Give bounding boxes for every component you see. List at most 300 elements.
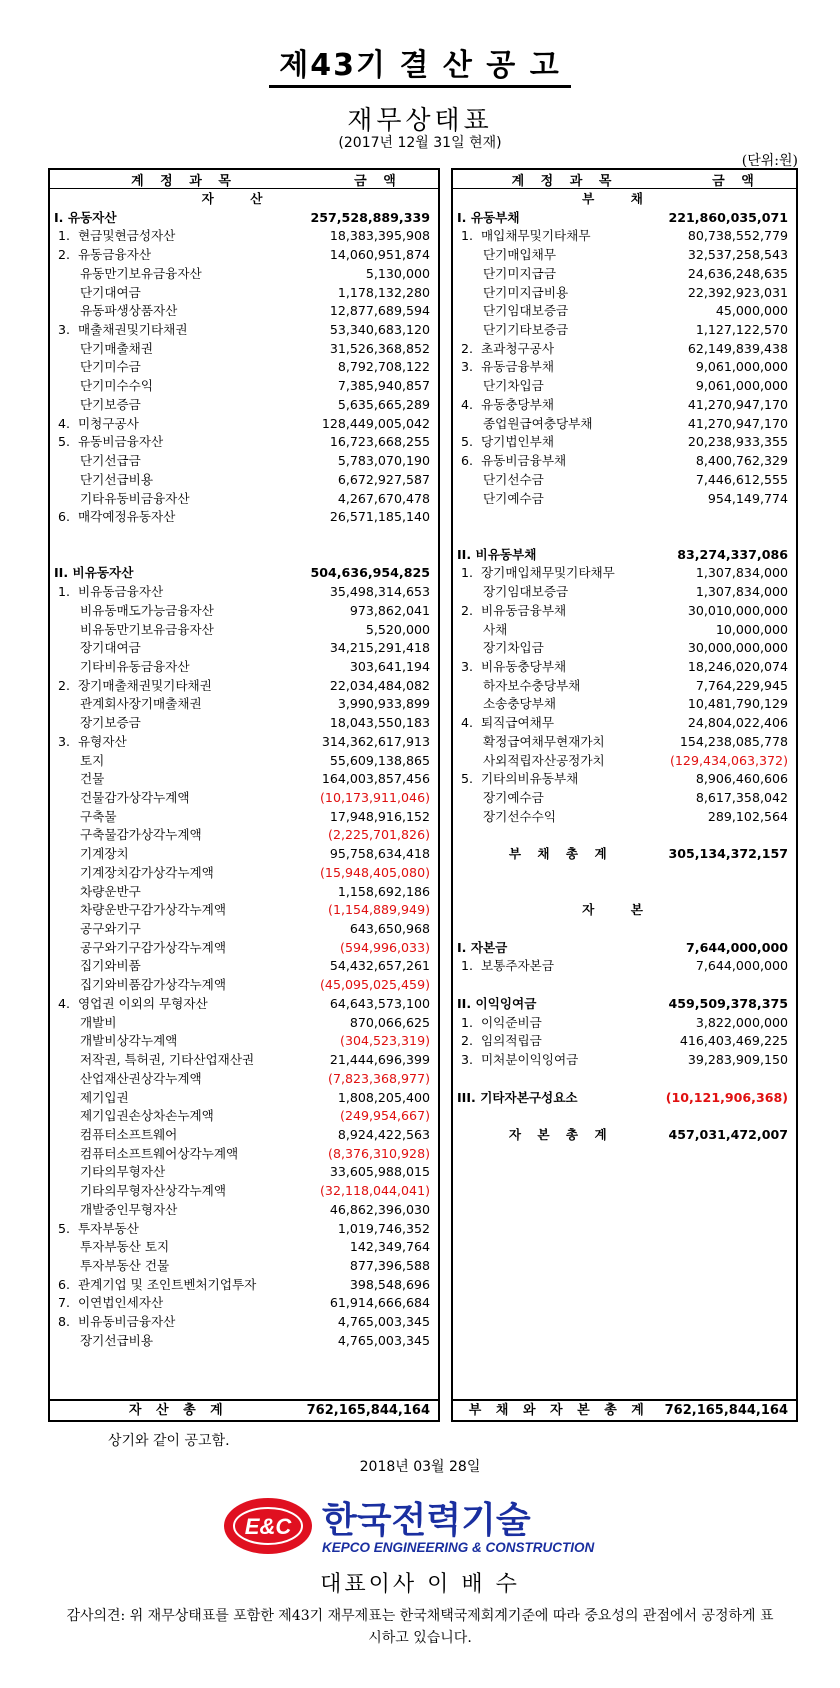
row-amount xyxy=(788,883,796,902)
row-label: 단기임대보증금 xyxy=(483,303,569,319)
row-amount: 973,862,041 xyxy=(349,602,430,618)
row-number: 1. xyxy=(461,958,474,974)
row-amount: 8,924,422,563 xyxy=(337,1126,430,1142)
row-label: 장기선급비용 xyxy=(80,1332,153,1348)
row-label xyxy=(50,227,330,246)
row-amount: 6,672,927,587 xyxy=(337,471,430,487)
row-number: 3. xyxy=(461,359,474,375)
row-label-text: 기타의비유동부채 xyxy=(481,771,579,787)
table-row xyxy=(50,471,438,490)
row-label xyxy=(50,1294,330,1313)
row-label: 개발중인무형자산 xyxy=(80,1201,178,1217)
row-amount: 643,650,968 xyxy=(349,921,430,937)
row-label-text: 비유동금융자산 xyxy=(78,584,164,600)
row-label xyxy=(50,1276,350,1295)
row-label: 기계장치 xyxy=(80,846,129,862)
row-label xyxy=(50,246,330,265)
row-label-text: 장기매출채권및기타채권 xyxy=(78,677,212,693)
row-label: 하자보수충당부채 xyxy=(483,677,581,693)
row-label: 장기예수금 xyxy=(483,790,544,805)
row-label: 종업원급여충당부채 xyxy=(483,415,593,431)
row-label xyxy=(453,527,788,546)
row-amount: 7,644,000,000 xyxy=(686,939,788,955)
row-label xyxy=(453,358,696,377)
row-amount: 504,636,954,825 xyxy=(310,565,430,581)
row-amount: (1,154,889,949) xyxy=(328,902,430,918)
row-label-text: 퇴직급여채무 xyxy=(481,715,554,731)
row-label: 투자부동산 건물 xyxy=(80,1257,170,1273)
table-row xyxy=(50,227,438,246)
row-amount: (249,954,667) xyxy=(340,1108,430,1124)
table-row xyxy=(50,883,438,902)
row-label: 단기선급금 xyxy=(80,453,141,469)
row-label xyxy=(50,321,330,340)
table-row xyxy=(50,1089,438,1108)
row-label-text: 매출채권및기타채권 xyxy=(78,322,188,338)
row-number: 6. xyxy=(58,509,71,525)
row-label: 유동파생상품자산 xyxy=(80,303,178,319)
table-row xyxy=(453,976,796,995)
row-amount: 8,906,460,606 xyxy=(695,771,788,787)
row-label: II. 비유동자산 xyxy=(54,565,134,581)
table-row xyxy=(50,546,438,565)
table-row xyxy=(453,1014,796,1033)
row-amount: 1,178,132,280 xyxy=(337,284,430,300)
row-amount: 459,509,378,375 xyxy=(668,995,788,1011)
table-row xyxy=(50,1126,438,1145)
row-amount: 17,948,916,152 xyxy=(329,808,430,824)
row-number: 4. xyxy=(58,415,71,431)
row-amount: 18,383,395,908 xyxy=(329,228,430,244)
row-label: 공구와기구감가상각누계액 xyxy=(80,939,226,955)
table-row xyxy=(50,752,438,771)
row-label-text: 영업권 이외의 무형자산 xyxy=(78,995,208,1011)
row-label xyxy=(453,714,688,733)
row-label: 부 채 총 계 xyxy=(508,846,613,862)
row-label: 기타유동비금융자산 xyxy=(80,490,190,506)
liabilities-rows xyxy=(453,190,796,1145)
row-amount xyxy=(788,190,796,209)
row-label: 단기차입금 xyxy=(483,378,544,394)
row-label-text: 당기법인부채 xyxy=(481,434,554,450)
table-row xyxy=(50,1051,438,1070)
row-amount: 30,000,000,000 xyxy=(687,640,788,656)
row-amount: 12,877,689,594 xyxy=(329,303,430,319)
table-row xyxy=(453,471,796,490)
table-row xyxy=(453,714,796,733)
table-row xyxy=(50,1201,438,1220)
notice-text: 상기와 같이 공고함. xyxy=(108,1433,230,1449)
table-row xyxy=(453,883,796,902)
row-amount: 4,765,003,345 xyxy=(337,1332,430,1348)
row-amount: 3,822,000,000 xyxy=(695,1014,788,1030)
row-label: 저작권, 특허권, 기타산업재산권 xyxy=(80,1052,255,1068)
row-label: 단기미지급금 xyxy=(483,265,556,281)
row-label: 비유동매도가능금융자산 xyxy=(80,602,214,618)
row-label: 건물감가상각누계액 xyxy=(80,790,190,805)
table-row xyxy=(50,396,438,415)
table-row xyxy=(453,508,796,527)
row-amount: 416,403,469,225 xyxy=(679,1033,788,1049)
table-row xyxy=(50,864,438,883)
row-label-text: 유형자산 xyxy=(78,733,127,749)
table-row xyxy=(50,733,438,752)
row-amount xyxy=(788,864,796,883)
ceo-signature: 대표이사 이 배 수 xyxy=(320,1572,520,1597)
header-amount: 금 액 xyxy=(354,174,402,189)
table-row xyxy=(50,957,438,976)
publish-date: 2018년 03월 28일 xyxy=(359,1459,481,1475)
row-amount: 80,738,552,779 xyxy=(687,228,788,244)
row-number: 5. xyxy=(461,434,474,450)
row-label: 비유동만기보유금융자산 xyxy=(80,621,214,637)
row-amount: 9,061,000,000 xyxy=(695,359,788,375)
row-label: 장기차입금 xyxy=(483,640,544,656)
row-amount: 398,548,696 xyxy=(349,1276,430,1292)
row-amount xyxy=(788,1070,796,1089)
row-amount: 64,643,573,100 xyxy=(329,995,430,1011)
row-label: 구축물감가상각누계액 xyxy=(80,827,202,843)
row-number: 5. xyxy=(58,434,71,450)
row-label: II. 비유동부채 xyxy=(457,546,537,562)
row-amount: 39,283,909,150 xyxy=(687,1052,788,1068)
row-label: 컴퓨터소프트웨어상각누계액 xyxy=(80,1145,239,1161)
row-amount: (10,173,911,046) xyxy=(320,790,430,805)
row-label xyxy=(453,340,688,359)
row-amount: 870,066,625 xyxy=(349,1014,430,1030)
row-amount xyxy=(788,920,796,939)
table-row xyxy=(50,358,438,377)
unit-label: (단위:원) xyxy=(741,153,798,169)
row-amount: 142,349,764 xyxy=(349,1239,430,1255)
row-number: 2. xyxy=(461,340,474,356)
row-label: I. 유동자산 xyxy=(54,209,117,225)
row-label: 건물 xyxy=(80,771,105,787)
table-row xyxy=(453,1051,796,1070)
table-row xyxy=(453,939,796,958)
row-amount: 24,804,022,406 xyxy=(687,715,788,731)
logo-mark-text: E&C xyxy=(244,1514,292,1539)
liabilities-table-header xyxy=(453,170,796,189)
row-amount: 26,571,185,140 xyxy=(329,509,430,525)
row-amount xyxy=(788,508,796,527)
row-label: 단기보증금 xyxy=(80,396,141,412)
row-amount: 1,307,834,000 xyxy=(695,584,788,600)
row-label: 차량운반구감가상각누계액 xyxy=(80,902,226,918)
row-amount: 53,340,683,120 xyxy=(329,322,430,338)
row-label-text: 이연법인세자산 xyxy=(78,1295,164,1311)
table-row xyxy=(50,1332,438,1351)
row-label: 차량운반구 xyxy=(80,883,141,899)
table-row xyxy=(50,789,438,808)
row-amount: 32,537,258,543 xyxy=(687,247,788,263)
total-label: 자 산 총 계 xyxy=(128,1403,228,1418)
row-label: 기타비유동금융자산 xyxy=(80,658,190,674)
row-label: III. 기타자본구성요소 xyxy=(457,1089,578,1105)
row-number: 2. xyxy=(461,1033,474,1049)
row-amount: 1,127,122,570 xyxy=(695,322,788,338)
row-label: I. 자본금 xyxy=(457,939,508,955)
row-label-text: 보통주자본금 xyxy=(481,958,554,974)
row-amount: 20,238,933,355 xyxy=(687,434,788,450)
row-amount: 4,765,003,345 xyxy=(337,1314,430,1330)
assets-table xyxy=(48,168,440,1422)
row-label-text: 유동충당부채 xyxy=(481,396,554,412)
row-label-text: 유동비금융부채 xyxy=(481,453,567,469)
row-label: 자 본 총 계 xyxy=(508,1126,613,1142)
row-amount: 5,783,070,190 xyxy=(337,453,430,469)
row-label: 기계장치감가상각누계액 xyxy=(80,864,214,880)
table-row xyxy=(453,621,796,640)
row-label xyxy=(453,227,688,246)
row-amount: 5,635,665,289 xyxy=(337,396,430,412)
row-label: 단기대여금 xyxy=(80,284,141,300)
row-number: 3. xyxy=(58,322,71,338)
row-amount: 3,990,933,899 xyxy=(337,696,430,712)
row-amount: 14,060,951,874 xyxy=(329,247,430,263)
row-number: 2. xyxy=(58,677,71,693)
row-amount: (15,948,405,080) xyxy=(320,864,430,880)
row-amount: (2,225,701,826) xyxy=(328,827,430,843)
table-row xyxy=(453,695,796,714)
row-amount: 30,010,000,000 xyxy=(687,602,788,618)
row-amount: 24,636,248,635 xyxy=(687,265,788,281)
row-label: 확정급여채무현재가치 xyxy=(483,733,605,749)
row-amount: 7,385,940,857 xyxy=(337,378,430,394)
row-amount: 16,723,668,255 xyxy=(329,434,430,450)
table-row xyxy=(453,845,796,864)
row-amount xyxy=(788,1107,796,1126)
table-row xyxy=(453,920,796,939)
row-label xyxy=(50,733,322,752)
header-account: 계 정 과 목 xyxy=(511,174,618,189)
row-number: 2. xyxy=(461,602,474,618)
row-amount: 31,526,368,852 xyxy=(329,340,430,356)
table-row xyxy=(453,265,796,284)
table-row xyxy=(453,770,796,789)
row-label xyxy=(50,995,330,1014)
row-number: 8. xyxy=(58,1314,71,1330)
table-row xyxy=(50,1238,438,1257)
header-account: 계 정 과 목 xyxy=(131,174,237,189)
table-row xyxy=(50,1257,438,1276)
table-row xyxy=(50,564,438,583)
row-amount: 954,149,774 xyxy=(707,490,788,506)
row-amount: 41,270,947,170 xyxy=(687,415,788,431)
row-label: 투자부동산 토지 xyxy=(80,1239,170,1255)
row-amount: 8,617,358,042 xyxy=(695,790,788,805)
table-row xyxy=(50,1182,438,1201)
table-row xyxy=(453,246,796,265)
table-row xyxy=(453,227,796,246)
row-label xyxy=(453,770,696,789)
row-amount: (8,376,310,928) xyxy=(328,1145,430,1161)
row-number: 5. xyxy=(461,771,474,787)
table-row xyxy=(453,864,796,883)
row-label-text: 매각예정유동자산 xyxy=(78,509,176,525)
liabilities-equity-total-row xyxy=(453,1399,796,1420)
table-row xyxy=(453,1126,796,1145)
table-row xyxy=(453,1070,796,1089)
table-row xyxy=(453,321,796,340)
row-label: 산업재산권상각누계액 xyxy=(80,1070,202,1086)
table-row xyxy=(50,658,438,677)
table-row xyxy=(50,1014,438,1033)
table-row xyxy=(453,1107,796,1126)
row-amount: (32,118,044,041) xyxy=(320,1183,430,1199)
row-amount: 877,396,588 xyxy=(349,1257,430,1273)
row-label: II. 이익잉여금 xyxy=(457,995,537,1011)
row-label: 장기보증금 xyxy=(80,715,141,731)
table-row xyxy=(453,452,796,471)
row-number: 6. xyxy=(461,453,474,469)
assets-rows xyxy=(50,190,438,1351)
table-row xyxy=(50,1163,438,1182)
table-row xyxy=(50,246,438,265)
table-row xyxy=(50,995,438,1014)
row-label: 단기미수금 xyxy=(80,359,141,375)
row-label: 장기선수수익 xyxy=(483,808,556,824)
table-row xyxy=(50,1070,438,1089)
table-row xyxy=(453,209,796,228)
row-label: 집기와비품감가상각누계액 xyxy=(80,977,226,993)
row-amount: 8,400,762,329 xyxy=(695,453,788,469)
row-label xyxy=(50,508,330,527)
row-number: 1. xyxy=(461,228,474,244)
row-amount: (45,095,025,459) xyxy=(320,977,430,993)
row-amount: (594,996,033) xyxy=(340,939,430,955)
total-amount: 762,165,844,164 xyxy=(306,1403,430,1418)
row-amount: 10,000,000 xyxy=(715,621,788,637)
row-label: 부 채 xyxy=(582,191,659,206)
row-number: 6. xyxy=(58,1276,71,1292)
total-amount: 762,165,844,164 xyxy=(664,1403,788,1418)
row-label xyxy=(50,527,430,546)
row-label-text: 초과청구공사 xyxy=(481,340,554,356)
table-row xyxy=(50,1220,438,1239)
row-number: 1. xyxy=(58,584,71,600)
row-amount xyxy=(430,190,438,209)
row-amount xyxy=(430,546,438,565)
row-label-text: 임의적립금 xyxy=(481,1033,542,1049)
row-label-text: 이익준비금 xyxy=(481,1014,542,1030)
table-row xyxy=(50,265,438,284)
row-amount: 303,641,194 xyxy=(349,658,430,674)
row-label: 개발비상각누계액 xyxy=(80,1033,178,1049)
table-row xyxy=(50,1107,438,1126)
row-amount xyxy=(788,826,796,845)
row-label: 장기대여금 xyxy=(80,640,141,656)
row-label-text: 투자부동산 xyxy=(78,1220,139,1236)
table-row xyxy=(453,826,796,845)
table-row xyxy=(453,957,796,976)
row-amount: 221,860,035,071 xyxy=(668,209,788,225)
row-amount: 128,449,005,042 xyxy=(321,415,430,431)
table-row xyxy=(453,1032,796,1051)
row-label xyxy=(453,396,688,415)
row-number: 3. xyxy=(461,658,474,674)
row-label-text: 비유동충당부채 xyxy=(481,658,567,674)
logo-name-en: KEPCO ENGINEERING & CONSTRUCTION xyxy=(322,1540,595,1555)
row-label: 토지 xyxy=(80,752,105,768)
row-number: 5. xyxy=(58,1220,71,1236)
statement-date: (2017년 12월 31일 현재) xyxy=(338,135,502,151)
table-row xyxy=(453,658,796,677)
row-amount: 1,019,746,352 xyxy=(337,1220,430,1236)
table-row xyxy=(453,433,796,452)
table-row xyxy=(453,1089,796,1108)
row-amount: 164,003,857,456 xyxy=(321,771,430,787)
row-label xyxy=(453,957,696,976)
row-label: 공구와기구 xyxy=(80,921,141,937)
row-amount xyxy=(788,527,796,546)
row-label xyxy=(453,920,788,939)
table-row xyxy=(50,677,438,696)
row-number: 4. xyxy=(461,715,474,731)
row-label-text: 유동비금융자산 xyxy=(78,434,164,450)
row-amount: 314,362,617,913 xyxy=(321,733,430,749)
row-label xyxy=(453,508,788,527)
row-label-text: 관계기업 및 조인트벤처기업투자 xyxy=(78,1276,257,1292)
row-amount: (129,434,063,372) xyxy=(670,752,788,768)
row-amount: (10,121,906,368) xyxy=(665,1089,788,1105)
row-amount: 7,446,612,555 xyxy=(695,471,788,487)
row-label xyxy=(50,1313,338,1332)
row-label: 단기매입채무 xyxy=(483,247,556,263)
table-row xyxy=(453,190,796,209)
table-row xyxy=(50,1294,438,1313)
row-label: 집기와비품 xyxy=(80,958,141,974)
row-amount: 61,914,666,684 xyxy=(329,1295,430,1311)
row-amount: 1,307,834,000 xyxy=(695,565,788,581)
row-label: 단기미지급비용 xyxy=(483,284,569,300)
row-amount: 4,267,670,478 xyxy=(337,490,430,506)
table-row xyxy=(50,527,438,546)
logo-name-ko: 한국전력기술 xyxy=(322,1500,531,1541)
row-label-text: 유동금융부채 xyxy=(481,359,554,375)
table-row xyxy=(50,714,438,733)
table-row xyxy=(50,976,438,995)
table-row xyxy=(453,302,796,321)
row-label xyxy=(453,1014,696,1033)
row-amount: 8,792,708,122 xyxy=(337,359,430,375)
table-row xyxy=(453,901,796,920)
table-row xyxy=(453,789,796,808)
row-label: 단기매출채권 xyxy=(80,340,153,356)
row-amount: 5,130,000 xyxy=(365,265,430,281)
row-label xyxy=(453,452,696,471)
row-label xyxy=(453,602,688,621)
row-amount: 62,149,839,438 xyxy=(687,340,788,356)
row-label-text: 비유동비금융자산 xyxy=(78,1314,176,1330)
table-row xyxy=(50,602,438,621)
row-amount xyxy=(788,976,796,995)
row-amount: 35,498,314,653 xyxy=(329,584,430,600)
table-row xyxy=(453,396,796,415)
row-label xyxy=(50,583,330,602)
row-label: 기타의무형자산상각누계액 xyxy=(80,1183,226,1199)
table-row xyxy=(50,377,438,396)
row-amount: (304,523,319) xyxy=(340,1033,430,1049)
table-row xyxy=(50,209,438,228)
row-label: 제기입권손상차손누계액 xyxy=(80,1108,214,1124)
row-amount: 9,061,000,000 xyxy=(695,378,788,394)
row-amount: 83,274,337,086 xyxy=(677,546,788,562)
row-label: 관계회사장기매출채권 xyxy=(80,696,202,712)
row-label: 소송충당부채 xyxy=(483,696,556,712)
table-row xyxy=(50,190,438,209)
table-row xyxy=(50,845,438,864)
